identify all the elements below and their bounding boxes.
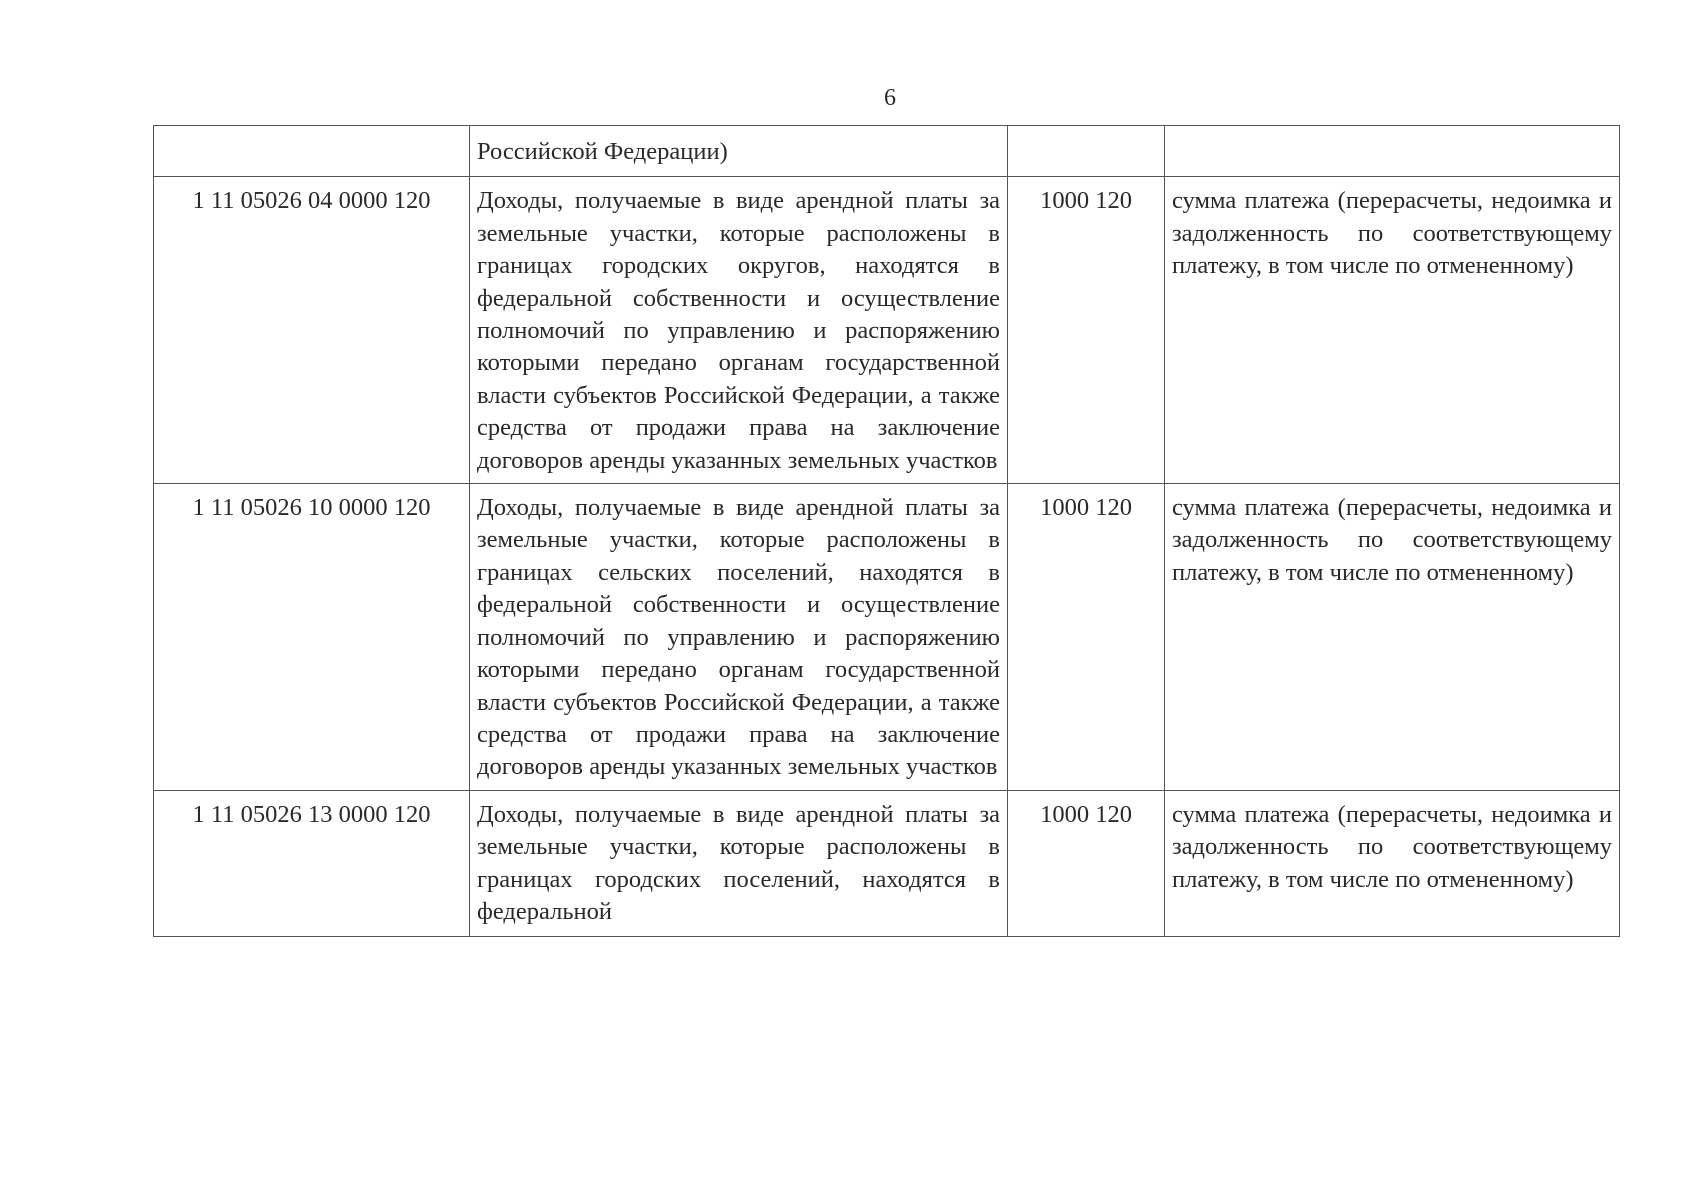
revenue-code-cell — [154, 126, 470, 177]
revenue-code-cell: 1 11 05026 04 0000 120 — [154, 177, 470, 484]
table-row — [154, 126, 1620, 177]
revenue-code-cell: 1 11 05026 13 0000 120 — [154, 790, 470, 937]
revenue-codes-table — [153, 125, 1620, 937]
subtype-code-cell: 1000 120 — [1008, 790, 1165, 937]
table-row — [154, 484, 1620, 791]
table-row — [154, 790, 1620, 937]
subtype-code-cell: 1000 120 — [1008, 177, 1165, 484]
note-cell: сумма платежа (перерасчеты, недоимка и задолженность по соответствующему платежу, в том числе по отмененному) — [1165, 177, 1620, 484]
note-cell: сумма платежа (перерасчеты, недоимка и задолженность по соответствующему платежу, в том числе по отмененному) — [1165, 790, 1620, 937]
note-cell — [1165, 126, 1620, 177]
table-row — [154, 177, 1620, 484]
page-number: 6 — [884, 85, 896, 111]
note-cell: сумма платежа (перерасчеты, недоимка и задолженность по соответствующему платежу, в том числе по отмененному) — [1165, 484, 1620, 791]
revenue-name-cell: Доходы, получаемые в виде арендной платы за земельные участки, которые расположены в границах городских округов, находятся в федеральной собственности и осуществление полномочий по управлению и распоряжению которыми передано органам государственной власти субъектов Российской Федерации, а также средства от продажи права на заключение договоров аренды указанных земельных участков — [470, 177, 1008, 484]
subtype-code-cell: 1000 120 — [1008, 484, 1165, 791]
revenue-code-cell: 1 11 05026 10 0000 120 — [154, 484, 470, 791]
revenue-name-cell: Российской Федерации) — [470, 126, 1008, 177]
revenue-name-cell: Доходы, получаемые в виде арендной платы за земельные участки, которые расположены в границах городских поселений, находятся в федеральной — [470, 790, 1008, 937]
revenue-name-cell: Доходы, получаемые в виде арендной платы за земельные участки, которые расположены в границах сельских поселений, находятся в федеральной собственности и осуществление полномочий по управлению и распоряжению которыми передано органам государственной власти субъектов Российской Федерации, а также средства от продажи права на заключение договоров аренды указанных земельных участков — [470, 484, 1008, 791]
subtype-code-cell — [1008, 126, 1165, 177]
